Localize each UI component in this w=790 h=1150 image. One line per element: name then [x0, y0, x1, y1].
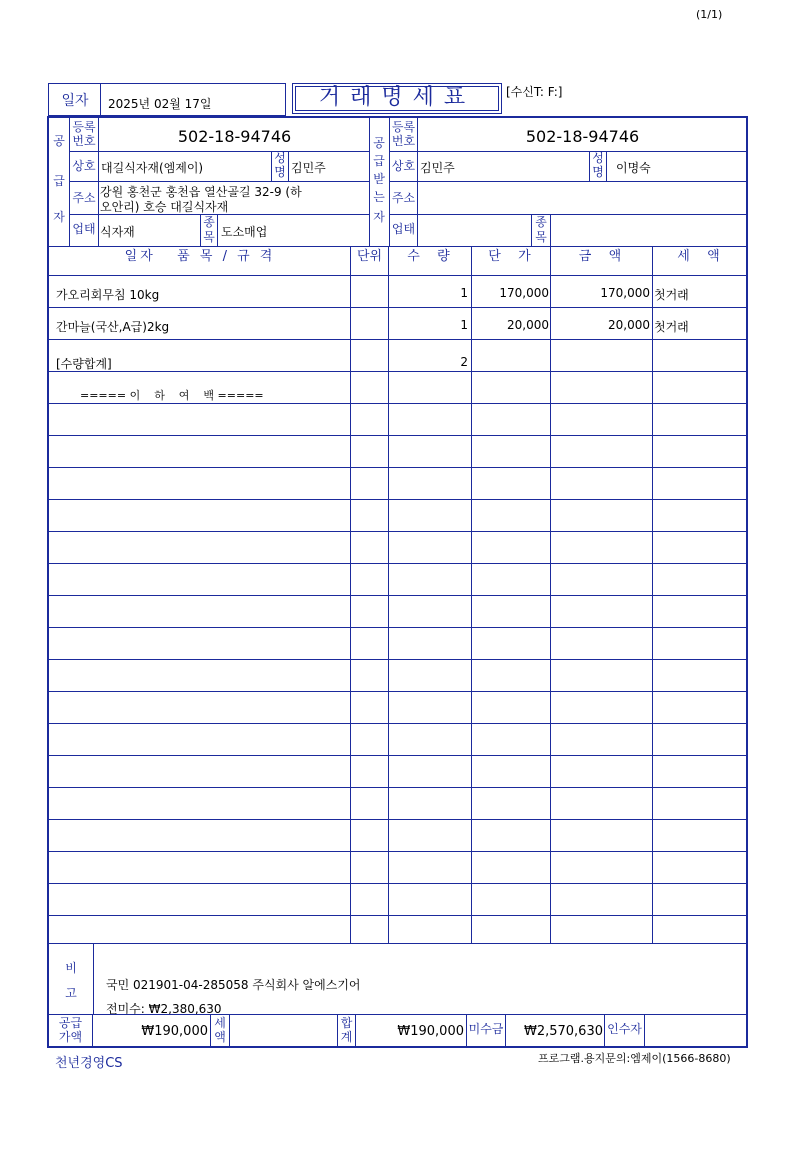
- supplier-addr-line1: 강원 홍천군 홍천읍 열산골길 32-9 (하: [100, 185, 302, 199]
- page-number: (1/1): [696, 8, 723, 21]
- table-row-line: [48, 531, 747, 532]
- tax-label-1: 세: [214, 1016, 226, 1030]
- supplier-name: 대길식자재(엠제이): [101, 161, 204, 175]
- row2-tax: 첫거래: [654, 320, 689, 334]
- sum-amount: ₩190,000: [397, 1024, 464, 1039]
- receiver-side-label-1: 공: [373, 136, 385, 150]
- row3-item: [수량합계]: [56, 357, 112, 371]
- receiver-side-label-3: 받: [373, 172, 385, 186]
- row1-price: 170,000: [499, 286, 549, 300]
- row1-amount: 170,000: [600, 286, 650, 300]
- supplier-ceo-label-2: 명: [274, 165, 286, 179]
- receiver-reg-no: 502-18-94746: [525, 127, 640, 146]
- receive-fax-label: [수신T: F:]: [506, 85, 563, 99]
- table-row-line: [48, 307, 747, 308]
- table-row-line: [48, 403, 747, 404]
- receiver-side-label-5: 자: [373, 210, 385, 224]
- col-header-price: 단 가: [488, 249, 534, 264]
- table-row-line: [48, 851, 747, 852]
- supplier-reg-label-1: 등록: [72, 120, 96, 134]
- supply-label-2: 가액: [58, 1030, 83, 1044]
- receiver-biz-type-label: 업태: [391, 222, 416, 236]
- receiver-ceo-label-2: 명: [592, 165, 604, 179]
- table-row-line: [48, 371, 747, 372]
- remarks-label-1: 비: [65, 961, 77, 975]
- table-row-line: [48, 339, 747, 340]
- col-header-unit: 단위: [356, 249, 383, 264]
- table-row-line: [48, 499, 747, 500]
- row4-item: ===== 이 하 여 백 =====: [80, 389, 264, 402]
- supplier-reg-no: 502-18-94746: [177, 127, 292, 146]
- receiver-addr-label: 주소: [391, 191, 416, 205]
- receiver-biz-item-label-2: 목: [535, 230, 547, 244]
- supplier-biz-type: 식자재: [100, 225, 135, 239]
- receiver-name-label: 상호: [391, 159, 416, 173]
- supplier-reg-label-2: 번호: [72, 134, 96, 148]
- row2-price: 20,000: [507, 318, 549, 332]
- row2-qty: 1: [460, 318, 468, 332]
- table-row-line: [48, 435, 747, 436]
- receiver-name: 김민주: [420, 161, 455, 175]
- row1-item: 가오리회무침 10kg: [56, 288, 160, 302]
- sum-label-1: 합: [340, 1016, 353, 1030]
- footer-contact: 프로그램.용지문의:엠제이(1566-8680): [538, 1052, 731, 1065]
- supplier-ceo-label-1: 성: [274, 151, 286, 165]
- supplier-biz-type-label: 업태: [72, 222, 96, 236]
- row2-amount: 20,000: [608, 318, 650, 332]
- date-value: 2025년 02월 17일: [108, 97, 212, 111]
- table-row-line: [48, 659, 747, 660]
- table-row-line: [48, 563, 747, 564]
- col-header-amount: 금 액: [578, 249, 625, 264]
- supplier-name-label: 상호: [72, 159, 96, 173]
- supply-label-1: 공급: [58, 1016, 83, 1030]
- supplier-biz-item-label-2: 목: [203, 230, 215, 244]
- receiver-reg-label-1: 등록: [391, 120, 416, 134]
- table-row-line: [48, 723, 747, 724]
- supplier-biz-item-label-1: 종: [203, 215, 215, 229]
- table-row-line: [48, 883, 747, 884]
- receiver-side-label-4: 는: [373, 190, 385, 204]
- col-header-item: 일자 품 목 / 규 격: [124, 249, 276, 264]
- supplier-addr-line2: 오안리) 호승 대길식자재: [100, 200, 229, 214]
- supply-amount: ₩190,000: [141, 1024, 208, 1039]
- table-row-line: [48, 627, 747, 628]
- table-row-line: [48, 755, 747, 756]
- supplier-side-label-1: 공: [53, 134, 65, 148]
- supplier-side-label-3: 자: [53, 210, 65, 224]
- document-title: 거래명세표: [318, 85, 476, 110]
- remarks-label-2: 고: [65, 986, 77, 1000]
- unpaid-label: 미수금: [468, 1022, 504, 1036]
- receiver-sign-label: 인수자: [607, 1022, 642, 1036]
- footer-brand: 천년경영CS: [55, 1056, 123, 1071]
- table-row-line: [48, 467, 747, 468]
- date-label: 일자: [61, 93, 89, 109]
- table-row-line: [48, 595, 747, 596]
- receiver-ceo: 이명숙: [616, 161, 651, 175]
- receiver-biz-item-label-1: 종: [535, 215, 547, 229]
- row3-qty: 2: [460, 355, 468, 369]
- receiver-reg-label-2: 번호: [391, 134, 416, 148]
- supplier-side-label-2: 급: [53, 174, 65, 188]
- supplier-biz-item: 도소매업: [221, 225, 268, 239]
- row1-tax: 첫거래: [654, 288, 689, 302]
- supplier-addr-label: 주소: [72, 191, 96, 205]
- remarks-line1: 국민 021901-04-285058 주식회사 알에스기어: [106, 978, 361, 992]
- receiver-side-label-2: 급: [373, 154, 385, 168]
- col-header-qty: 수 량: [407, 249, 453, 264]
- supplier-ceo: 김민주: [291, 161, 326, 175]
- table-row-line: [48, 787, 747, 788]
- unpaid-amount: ₩2,570,630: [523, 1024, 603, 1039]
- remarks-line2: 전미수: ₩2,380,630: [106, 1002, 222, 1016]
- sum-label-2: 계: [340, 1030, 353, 1044]
- receiver-ceo-label-1: 성: [592, 151, 604, 165]
- row1-qty: 1: [460, 286, 468, 300]
- row2-item: 간마늘(국산,A급)2kg: [56, 320, 170, 334]
- tax-label-2: 액: [214, 1030, 226, 1044]
- table-row-line: [48, 819, 747, 820]
- table-row-line: [48, 691, 747, 692]
- table-row-line: [48, 915, 747, 916]
- col-header-tax: 세 액: [677, 249, 723, 264]
- table-row-line: [48, 275, 747, 276]
